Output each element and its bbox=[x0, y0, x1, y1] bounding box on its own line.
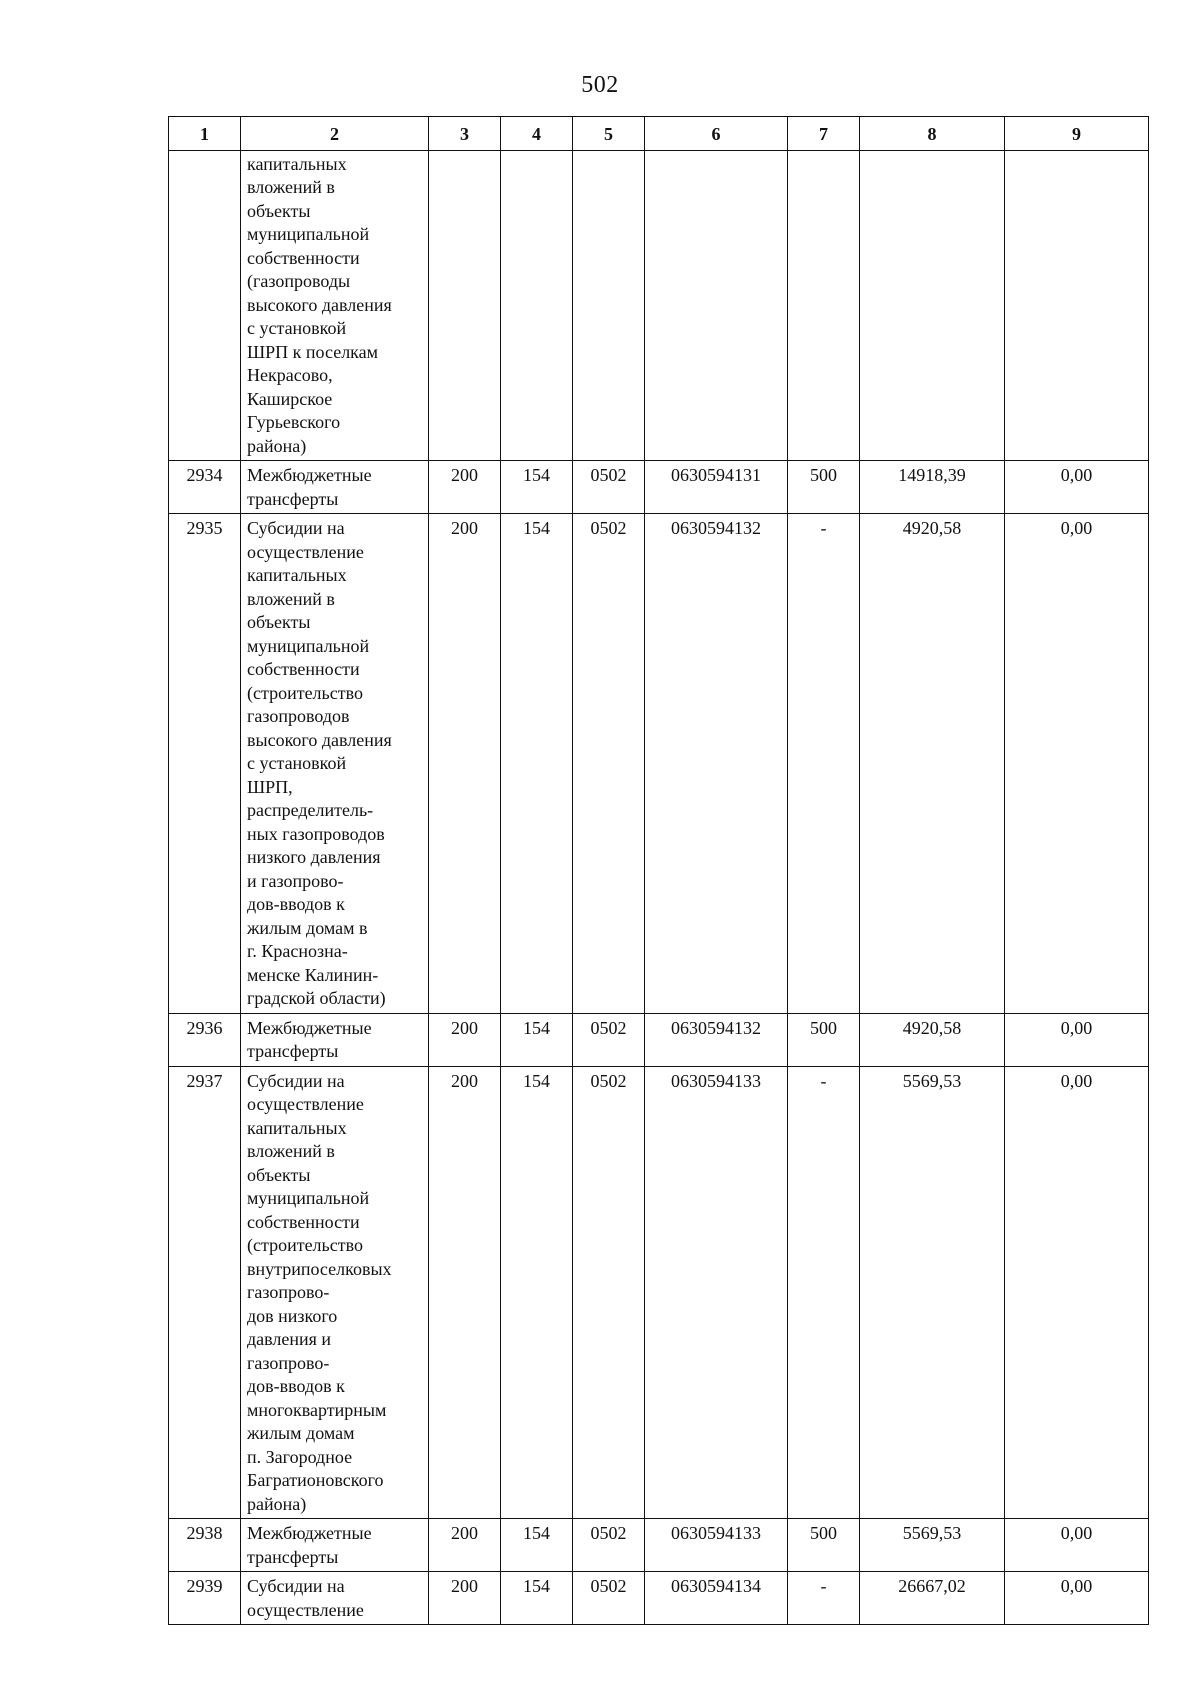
row-name-cell: Межбюджетные трансферты bbox=[241, 461, 429, 514]
column-header: 8 bbox=[860, 117, 1005, 151]
row-cell: 0502 bbox=[573, 1519, 645, 1572]
row-cell bbox=[573, 150, 645, 461]
row-name-cell: Субсидии на осуществление bbox=[241, 1572, 429, 1625]
column-header: 3 bbox=[429, 117, 501, 151]
row-number-cell bbox=[169, 150, 241, 461]
column-header: 7 bbox=[788, 117, 860, 151]
row-cell: 500 bbox=[788, 461, 860, 514]
row-cell: 154 bbox=[501, 514, 573, 1014]
table-row bbox=[169, 514, 1149, 1014]
row-cell: - bbox=[788, 1066, 860, 1519]
row-cell: - bbox=[788, 514, 860, 1014]
row-number-cell: 2937 bbox=[169, 1066, 241, 1519]
page-number: 502 bbox=[581, 72, 619, 98]
row-number-cell: 2935 bbox=[169, 514, 241, 1014]
row-cell bbox=[645, 150, 788, 461]
row-number-cell: 2938 bbox=[169, 1519, 241, 1572]
row-amount-cell: 0,00 bbox=[1005, 1572, 1149, 1625]
row-cell: 154 bbox=[501, 461, 573, 514]
row-number-cell: 2939 bbox=[169, 1572, 241, 1625]
column-header: 6 bbox=[645, 117, 788, 151]
row-cell: - bbox=[788, 1572, 860, 1625]
row-amount-cell bbox=[860, 150, 1005, 461]
column-header: 4 bbox=[501, 117, 573, 151]
row-cell: 500 bbox=[788, 1013, 860, 1066]
row-name-cell: капитальных вложений в объекты муниципальной собственности (газопроводы высокого давления с установкой ШРП к поселкам Некрасово, Каширское Гурьевского района) bbox=[241, 150, 429, 461]
row-number-cell: 2936 bbox=[169, 1013, 241, 1066]
row-cell: 0502 bbox=[573, 1572, 645, 1625]
row-cell bbox=[501, 150, 573, 461]
row-amount-cell: 26667,02 bbox=[860, 1572, 1005, 1625]
column-header: 2 bbox=[241, 117, 429, 151]
row-name-cell: Межбюджетные трансферты bbox=[241, 1519, 429, 1572]
row-amount-cell: 5569,53 bbox=[860, 1066, 1005, 1519]
row-cell: 0630594132 bbox=[645, 514, 788, 1014]
table-row bbox=[169, 1066, 1149, 1519]
row-amount-cell: 5569,53 bbox=[860, 1519, 1005, 1572]
row-name-cell: Межбюджетные трансферты bbox=[241, 1013, 429, 1066]
row-cell: 200 bbox=[429, 514, 501, 1014]
row-cell: 200 bbox=[429, 1519, 501, 1572]
row-cell: 0502 bbox=[573, 1066, 645, 1519]
table-row bbox=[169, 1013, 1149, 1066]
row-cell: 154 bbox=[501, 1572, 573, 1625]
row-name-cell: Субсидии на осуществление капитальных вложений в объекты муниципальной собственности (строительство внутрипоселковых газопрово- дов низкого давления и газопрово- дов-вводов к многоквартирным жилым домам п. Загородное Багратионовского района) bbox=[241, 1066, 429, 1519]
table-row bbox=[169, 461, 1149, 514]
row-cell: 154 bbox=[501, 1519, 573, 1572]
row-amount-cell: 0,00 bbox=[1005, 514, 1149, 1014]
table-row bbox=[169, 1572, 1149, 1625]
row-name-cell: Субсидии на осуществление капитальных вложений в объекты муниципальной собственности (строительство газопроводов высокого давления с установкой ШРП, распределитель- ных газопроводов низкого давления и газопрово- дов-вводов к жилым домам в г. Краснозна- менске Калинин- градской области) bbox=[241, 514, 429, 1014]
budget-table bbox=[168, 116, 1149, 1625]
row-amount-cell: 4920,58 bbox=[860, 1013, 1005, 1066]
row-cell: 500 bbox=[788, 1519, 860, 1572]
row-amount-cell: 4920,58 bbox=[860, 514, 1005, 1014]
column-header: 9 bbox=[1005, 117, 1149, 151]
row-amount-cell: 0,00 bbox=[1005, 1066, 1149, 1519]
column-header: 5 bbox=[573, 117, 645, 151]
table-header-row bbox=[169, 117, 1149, 151]
row-cell: 154 bbox=[501, 1013, 573, 1066]
row-cell: 200 bbox=[429, 1572, 501, 1625]
row-cell: 200 bbox=[429, 461, 501, 514]
row-number-cell: 2934 bbox=[169, 461, 241, 514]
column-header: 1 bbox=[169, 117, 241, 151]
row-cell: 0630594132 bbox=[645, 1013, 788, 1066]
row-amount-cell: 0,00 bbox=[1005, 1519, 1149, 1572]
row-cell: 0630594133 bbox=[645, 1066, 788, 1519]
row-amount-cell: 14918,39 bbox=[860, 461, 1005, 514]
row-cell: 0630594131 bbox=[645, 461, 788, 514]
row-cell: 0502 bbox=[573, 514, 645, 1014]
row-cell: 0502 bbox=[573, 1013, 645, 1066]
table-row bbox=[169, 1519, 1149, 1572]
row-cell: 154 bbox=[501, 1066, 573, 1519]
row-cell bbox=[429, 150, 501, 461]
row-cell: 0630594134 bbox=[645, 1572, 788, 1625]
table-row bbox=[169, 150, 1149, 461]
row-cell: 0502 bbox=[573, 461, 645, 514]
row-cell bbox=[788, 150, 860, 461]
row-amount-cell: 0,00 bbox=[1005, 461, 1149, 514]
row-cell: 0630594133 bbox=[645, 1519, 788, 1572]
row-cell: 200 bbox=[429, 1013, 501, 1066]
row-amount-cell: 0,00 bbox=[1005, 1013, 1149, 1066]
row-cell: 200 bbox=[429, 1066, 501, 1519]
row-amount-cell bbox=[1005, 150, 1149, 461]
